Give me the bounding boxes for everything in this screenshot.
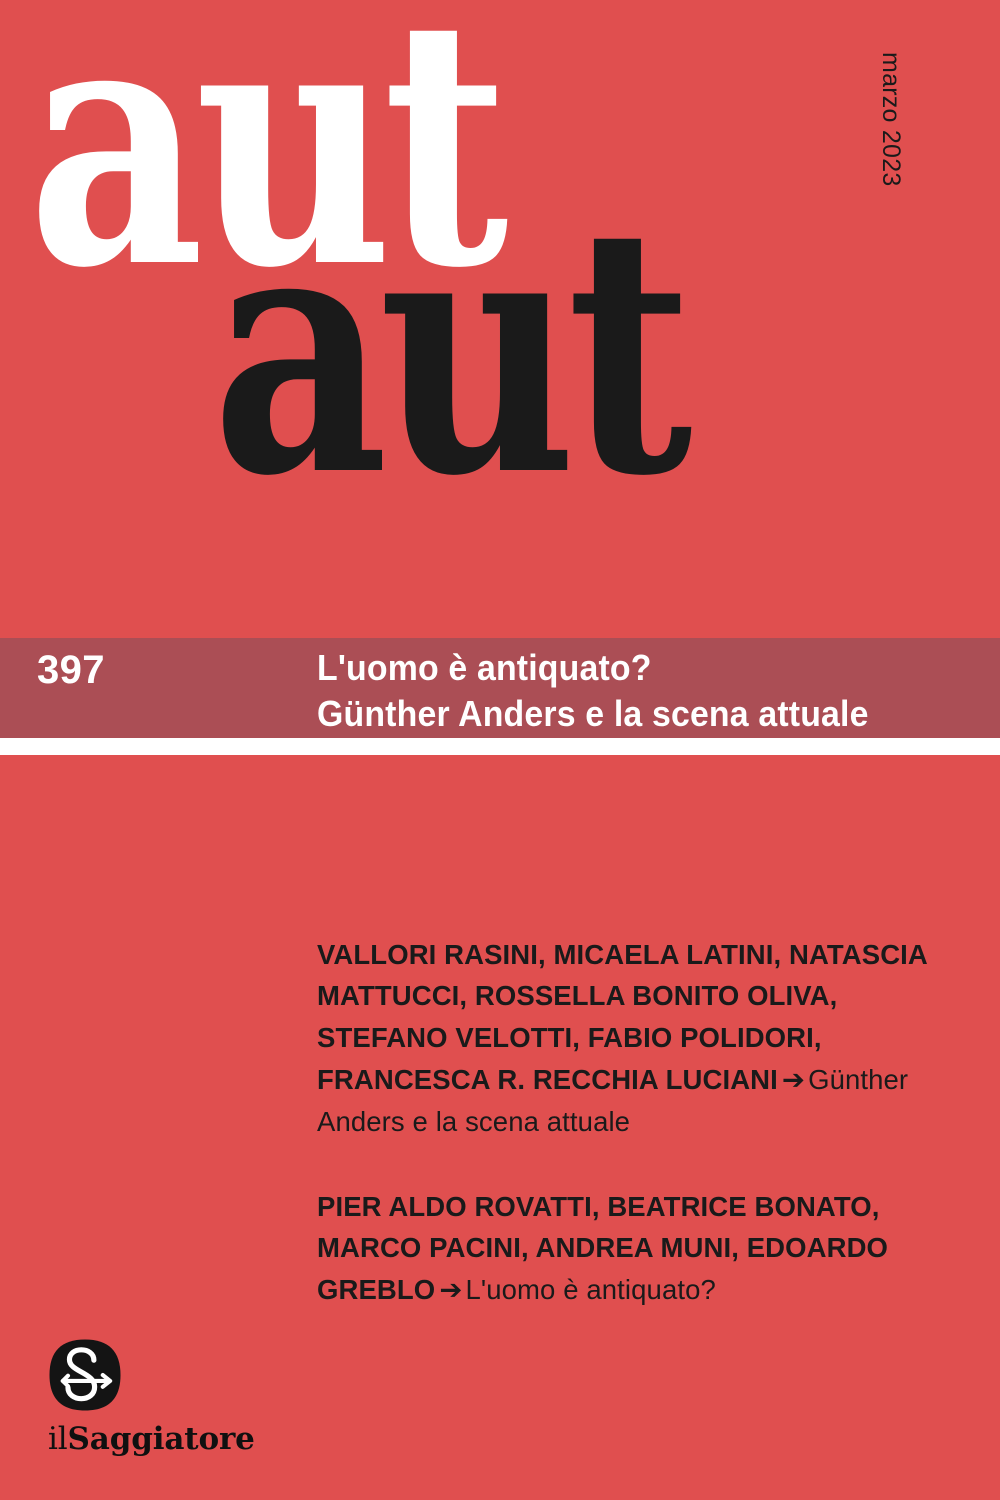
contribution-text [317, 934, 957, 1143]
band-divider-rule [0, 738, 1000, 755]
issue-date: marzo 2023 [877, 52, 905, 187]
contributor-names: PIER ALDO ROVATTI, BEATRICE BONATO, MARCO PACINI, ANDREA MUNI, EDOARDO GREBLO [317, 1190, 889, 1306]
issue-title-line-2: Günther Anders e la scena attuale [317, 693, 869, 735]
issue-title-line-1: L'uomo è antiquato? [317, 647, 652, 688]
contribution-text [317, 1186, 957, 1311]
masthead-aut-black: aut [212, 152, 684, 551]
issue-title [317, 645, 977, 737]
publisher-name-main: Saggiatore [67, 1421, 255, 1457]
contribution-title: L'uomo è antiquato? [465, 1274, 716, 1306]
contribution-entry [317, 1158, 957, 1338]
publisher-logo [48, 1338, 255, 1457]
publisher-name-prefix: il [48, 1421, 68, 1457]
contributor-names: VALLORI RASINI, MICAELA LATINI, NATASCIA MATTUCCI, ROSSELLA BONITO OLIVA, STEFANO VELOTTI, FABIO POLIDORI, FRANCESCA R. RECCHIA LUCIANI [317, 938, 927, 1095]
arrow-icon: ➔ [781, 1063, 806, 1095]
contribution-entry [317, 906, 957, 1170]
arrow-icon: ➔ [439, 1274, 463, 1306]
contribution-title: Günther Anders e la scena attuale [317, 1063, 909, 1137]
saggiatore-s-arrow-icon [48, 1338, 122, 1412]
publisher-name [48, 1421, 255, 1457]
masthead-aut-white: aut [28, 0, 500, 343]
issue-number: 397 [37, 648, 105, 692]
